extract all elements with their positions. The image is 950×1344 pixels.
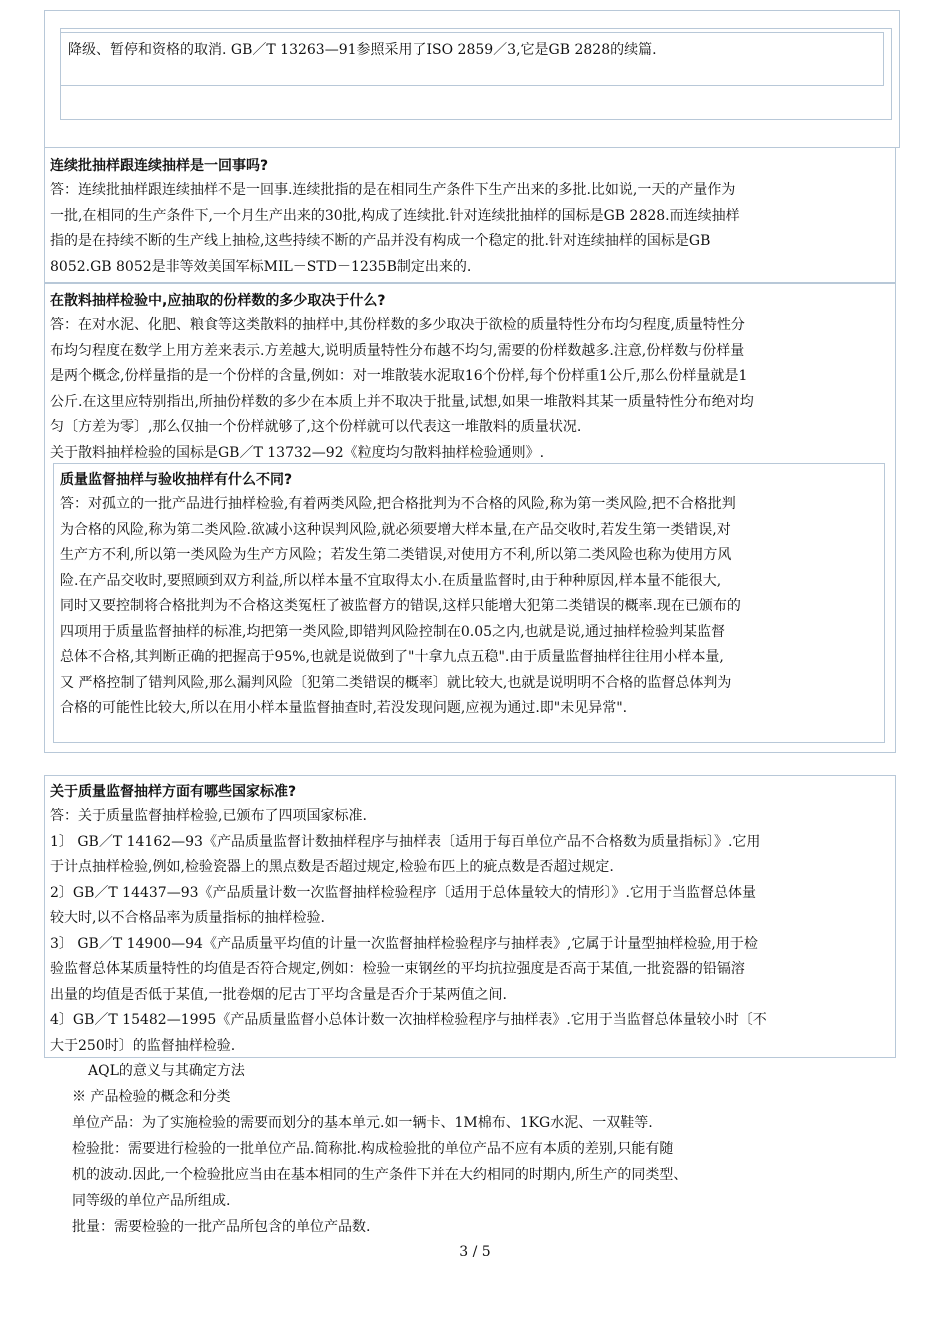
section1-question: 连续批抽样跟连续抽样是一回事吗? bbox=[50, 158, 269, 174]
section3-question: 质量监督抽样与验收抽样有什么不同? bbox=[60, 472, 293, 488]
section2-question: 在散料抽样检验中,应抽取的份样数的多少取决于什么? bbox=[50, 293, 386, 309]
section4-question: 关于质量监督抽样方面有哪些国家标准? bbox=[50, 784, 297, 800]
section4-answer: 答：关于质量监督抽样检验,已颁布了四项国家标准. 1〕 GB／T 14162—93《产品质量监督计数抽样程序与抽样表〔适用于每百单位产品不合格数为质量指标〕》.它用 于计点抽样检验,例如,检验瓷器上的黑点数是否超过规定,检验布匹上的疵点数是否超过规定. 2〕GB／T 14437—93《产品质量计数一次监督抽样检验程序〔适用于总体量较大的情形〕》.它用于当监督总体量 较大时,以不合格品率为质量指标的抽样检验. 3〕 GB／T 14900—94《产品质量平均值的计量一次监督抽样检验程序与抽样表》,它属于计量型抽样检验,用于检 验监督总体某质量特性的均值是否符合规定,例如：检验一束钢丝的平均抗拉强度是否高于某值,一批瓷器的铅镉溶 出量的均值是否低于某值,一批卷烟的尼古丁平均含量是否介于某两值之间. 4〕GB／T 15482—1995《产品质量监督小总体计数一次抽样检验程序与抽样表》.它用于当监督总体量较小时〔不 大于250时〕的监督抽样检验. bbox=[50, 808, 767, 1054]
aql-heading: AQL的意义与其确定方法 bbox=[88, 1063, 245, 1079]
top-text: 降级、暂停和资格的取消. GB／T 13263—91参照采用了ISO 2859／3,它是GB 2828的续篇. bbox=[68, 42, 657, 58]
section1-answer: 答：连续批抽样跟连续抽样不是一回事.连续批指的是在相同生产条件下生产出来的多批.比如说,一天的产量作为 一批,在相同的生产条件下,一个月生产出来的30批,构成了连续批.针对连续批抽样的国标是GB 2828.而连续抽样 指的是在持续不断的生产线上抽检,这些持续不断的产品并没有构成一个稳定的批.针对连续抽样的国标是GB 8052.GB 8052是非等效美国军标MIL－STD－1235B制定出来的. bbox=[50, 182, 740, 275]
aql-intro-text: AQL的意义与其确定方法 ※ 产品检验的概念和分类 单位产品：为了实施检验的需要而划分的基本单元.如一辆卡、1M棉布、1KG水泥、一双鞋等. 检验批：需要进行检验的一批单位产品.简称批.构成检验批的单位产品不应有本质的差别,只能有随 机的波动.因此,一个检验批应当由在基本相同的生产条件下并在大约相同的时期内,所生产的同类型、 同等级的单位产品所组成. 批量：需要检验的一批产品所包含的单位产品数. bbox=[72, 1058, 687, 1240]
section2-answer: 答：在对水泥、化肥、粮食等这类散料的抽样中,其份样数的多少取决于欲检的质量特性分布均匀程度,质量特性分 布均匀程度在数学上用方差来表示.方差越大,说明质量特性分布越不均匀,需要的份样数越多.注意,份样数与份样量 是两个概念,份样量指的是一个份样的含量,例如：对一堆散装水泥取16个份样,每个份样重1公斤,那么份样量就是1 公斤.在这里应特别指出,所抽份样数的多少在本质上并不取决于批量,试想,如果一堆散料其某一质量特性分布绝对均 匀〔方差为零〕,那么仅抽一个份样就够了,这个份样就可以代表这一堆散料的质量状况. 关于散料抽样检验的国标是GB／T 13732—92《粒度均匀散料抽样检验通则》. bbox=[50, 317, 754, 461]
page-number: 3 / 5 bbox=[459, 1244, 491, 1260]
section3-answer: 答：对孤立的一批产品进行抽样检验,有着两类风险,把合格批判为不合格的风险,称为第一类风险,把不合格批判 为合格的风险,称为第二类风险.欲减小这种误判风险,就必须要增大样本量,在产品交收时,若发生第一类错误,对 生产方不利,所以第一类风险为生产方风险；若发生第二类错误,对使用方不利,所以第二类风险也称为使用方风 险.在产品交收时,要照顾到双方利益,所以样本量不宜取得太小.在质量监督时,由于种种原因,样本量不能很大, 同时又要控制将合格批判为不合格这类冤枉了被监督方的错误,这样只能增大犯第二类错误的概率.现在已颁布的 四项用于质量监督抽样的标准,均把第一类风险,即错判风险控制在0.05之内,也就是说,通过抽样检验判某监督 总体不合格,其判断正确的把握高于95%,也就是说做到了"十拿九点五稳".由于质量监督抽样往往用小样本量, 又 严格控制了错判风险,那么漏判风险〔犯第二类错误的概率〕就比较大,也就是说明明不合格的监督总体判为 合格的可能性比较大,所以在用小样本量监督抽查时,若没发现问题,应视为通过.即"未见异常". bbox=[60, 496, 741, 716]
inspection-concept-heading: ※ 产品检验的概念和分类 bbox=[72, 1089, 231, 1105]
